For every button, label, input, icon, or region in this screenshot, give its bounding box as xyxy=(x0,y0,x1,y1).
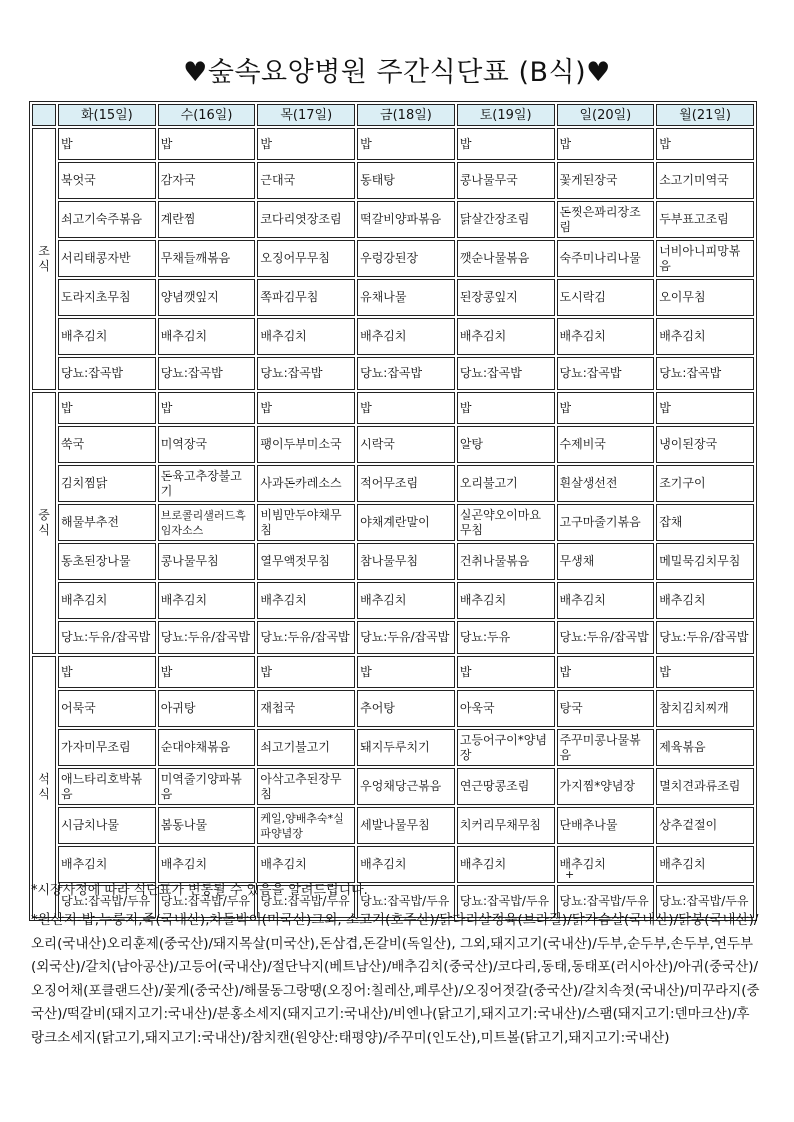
menu-cell: 당뇨:잡곡밥/두유 xyxy=(557,885,655,918)
menu-cell: 당뇨:잡곡밥 xyxy=(357,357,455,390)
menu-cell: 밥 xyxy=(257,392,355,424)
page-title: ♥숲속요양병원 주간식단표 (B식)♥ xyxy=(183,57,611,88)
menu-body xyxy=(32,128,754,918)
menu-cell: 도라지초무침 xyxy=(58,279,156,316)
menu-cell: 배추김치 xyxy=(357,846,455,883)
menu-cell: 무채들깨볶음 xyxy=(158,240,256,277)
menu-cell: 당뇨:두유/잡곡밥 xyxy=(257,621,355,654)
menu-cell: 배추김치 xyxy=(656,846,754,883)
menu-cell: 닭살간장조림 xyxy=(457,201,555,238)
menu-cell: 배추김치 xyxy=(58,582,156,619)
menu-cell: 계란찜 xyxy=(158,201,256,238)
menu-cell: 당뇨:두유/잡곡밥 xyxy=(557,621,655,654)
meal-label-char: 식 xyxy=(38,787,50,801)
meal-label-char: 조 xyxy=(38,244,50,258)
menu-cell: 단배추나물 xyxy=(557,807,655,844)
menu-cell: 추어탕 xyxy=(357,690,455,727)
menu-cell: 배추김치 xyxy=(158,582,256,619)
menu-cell: 무생채 xyxy=(557,543,655,580)
meal-row xyxy=(32,582,754,619)
menu-cell: 밥 xyxy=(158,128,256,160)
menu-cell: 재첩국 xyxy=(257,690,355,727)
menu-cell: 고구마줄기볶음 xyxy=(557,504,655,541)
meal-row xyxy=(32,465,754,502)
menu-cell: 당뇨:잡곡밥/두유 xyxy=(656,885,754,918)
menu-cell: 탕국 xyxy=(557,690,655,727)
menu-cell: 당뇨:잡곡밥 xyxy=(656,357,754,390)
menu-cell: 서리태콩자반 xyxy=(58,240,156,277)
menu-cell: 밥 xyxy=(656,392,754,424)
day-header: 월(21일) xyxy=(656,104,754,126)
meal-row xyxy=(32,357,754,390)
menu-cell: 열무액젓무침 xyxy=(257,543,355,580)
menu-cell: 잡채 xyxy=(656,504,754,541)
menu-cell: 도시락김 xyxy=(557,279,655,316)
menu-cell: 당뇨:잡곡밥 xyxy=(158,357,256,390)
menu-cell: 꽃게된장국 xyxy=(557,162,655,199)
meal-row xyxy=(32,318,754,355)
menu-cell: 고등어구이*양념장 xyxy=(457,729,555,766)
menu-cell: 배추김치 xyxy=(557,318,655,355)
header-row xyxy=(32,104,754,126)
menu-cell: 쑥국 xyxy=(58,426,156,463)
menu-cell: 당뇨:잡곡밥/두유 xyxy=(257,885,355,918)
menu-cell: 배추김치 xyxy=(357,318,455,355)
menu-cell: 메밀묵김치무침 xyxy=(656,543,754,580)
meal-row xyxy=(32,392,754,424)
menu-cell: 밥 xyxy=(158,656,256,688)
menu-cell: 밥 xyxy=(457,128,555,160)
menu-cell: 치커리무채무침 xyxy=(457,807,555,844)
menu-cell: 당뇨:두유/잡곡밥 xyxy=(58,621,156,654)
menu-cell: 숙주미나리나물 xyxy=(557,240,655,277)
menu-cell: 순대야채볶음 xyxy=(158,729,256,766)
menu-cell: 케일,양배추숙*실파양념장 xyxy=(257,807,355,844)
menu-cell: 밥 xyxy=(257,656,355,688)
menu-cell: 배추김치 xyxy=(257,318,355,355)
menu-cell: 돈육고추장불고기 xyxy=(158,465,256,502)
menu-cell: 밥 xyxy=(357,656,455,688)
menu-cell: 당뇨:잡곡밥 xyxy=(58,357,156,390)
menu-cell: 제육볶음 xyxy=(656,729,754,766)
menu-cell: 쪽파김무침 xyxy=(257,279,355,316)
menu-cell: 돈찟은꽈리장조림 xyxy=(557,201,655,238)
menu-cell: 실곤약오이마요무침 xyxy=(457,504,555,541)
menu-cell: 야채계란말이 xyxy=(357,504,455,541)
menu-cell: 밥 xyxy=(58,392,156,424)
menu-cell: 애느타리호박볶음 xyxy=(58,768,156,805)
menu-cell: 우엉채당근볶음 xyxy=(357,768,455,805)
meal-row xyxy=(32,504,754,541)
meal-row xyxy=(32,807,754,844)
meal-label-char: 중 xyxy=(38,508,50,522)
meal-label-char: 식 xyxy=(38,523,50,537)
menu-cell: 시금치나물 xyxy=(58,807,156,844)
meal-label-char: 식 xyxy=(38,259,50,273)
meal-row xyxy=(32,162,754,199)
menu-cell: 당뇨:잡곡밥 xyxy=(557,357,655,390)
menu-cell: 브로콜리샐러드흑임자소스 xyxy=(158,504,256,541)
menu-cell: 배추김치 xyxy=(58,318,156,355)
menu-cell: 콩나물무국 xyxy=(457,162,555,199)
menu-cell: 밥 xyxy=(357,128,455,160)
menu-cell: 당뇨:잡곡밥 xyxy=(457,357,555,390)
menu-cell: 미역줄기양파볶음 xyxy=(158,768,256,805)
menu-cell: 해물부추전 xyxy=(58,504,156,541)
menu-cell: 배추김치 xyxy=(357,582,455,619)
menu-cell: 당뇨:두유 xyxy=(457,621,555,654)
menu-cell: 아욱국 xyxy=(457,690,555,727)
menu-cell: 알탕 xyxy=(457,426,555,463)
menu-cell: 당뇨:잡곡밥/두유 xyxy=(158,885,256,918)
menu-cell: 흰살생선전 xyxy=(557,465,655,502)
meal-row xyxy=(32,128,754,160)
day-header: 수(16일) xyxy=(158,104,256,126)
menu-cell: 당뇨:잡곡밥 xyxy=(257,357,355,390)
menu-cell: 깻순나물볶음 xyxy=(457,240,555,277)
header-corner xyxy=(32,104,56,126)
menu-cell: 밥 xyxy=(58,128,156,160)
meal-row xyxy=(32,656,754,688)
menu-cell: 떡갈비양파볶음 xyxy=(357,201,455,238)
menu-cell: 동태탕 xyxy=(357,162,455,199)
menu-cell: 배추김치 xyxy=(457,318,555,355)
menu-cell: 콩나물무침 xyxy=(158,543,256,580)
meal-label xyxy=(32,392,56,654)
meal-label-char: 석 xyxy=(38,772,50,786)
menu-cell: 당뇨:두유/잡곡밥 xyxy=(357,621,455,654)
menu-cell: 김치찜닭 xyxy=(58,465,156,502)
menu-cell: 참나물무침 xyxy=(357,543,455,580)
menu-cell: 유채나물 xyxy=(357,279,455,316)
menu-cell: 연근땅콩조림 xyxy=(457,768,555,805)
meal-row xyxy=(32,768,754,805)
menu-cell: 아삭고추된장무침 xyxy=(257,768,355,805)
menu-cell: 당뇨:잡곡밥/두유 xyxy=(457,885,555,918)
menu-cell: 감자국 xyxy=(158,162,256,199)
meal-label xyxy=(32,128,56,390)
menu-cell: 당뇨:두유/잡곡밥 xyxy=(656,621,754,654)
menu-cell: 밥 xyxy=(557,392,655,424)
stray-mark: + xyxy=(565,868,575,881)
day-header: 화(15일) xyxy=(58,104,156,126)
day-header: 일(20일) xyxy=(557,104,655,126)
menu-cell: 가자미무조림 xyxy=(58,729,156,766)
menu-cell: 밥 xyxy=(357,392,455,424)
menu-cell: 돼지두루치기 xyxy=(357,729,455,766)
menu-cell: 사과돈카레소스 xyxy=(257,465,355,502)
menu-cell: 적어무조림 xyxy=(357,465,455,502)
day-header: 금(18일) xyxy=(357,104,455,126)
menu-cell: 배추김치 xyxy=(457,582,555,619)
meal-row xyxy=(32,279,754,316)
menu-cell: 수제비국 xyxy=(557,426,655,463)
meal-row xyxy=(32,201,754,238)
menu-cell: 냉이된장국 xyxy=(656,426,754,463)
menu-cell: 미역장국 xyxy=(158,426,256,463)
menu-cell: 배추김치 xyxy=(656,318,754,355)
menu-cell: 밥 xyxy=(457,656,555,688)
menu-cell: 당뇨:두유/잡곡밥 xyxy=(158,621,256,654)
menu-cell: 밥 xyxy=(656,656,754,688)
meal-row xyxy=(32,690,754,727)
menu-cell: 밥 xyxy=(58,656,156,688)
menu-cell: 가지찜*양념장 xyxy=(557,768,655,805)
menu-cell: 밥 xyxy=(656,128,754,160)
menu-cell: 밥 xyxy=(457,392,555,424)
menu-cell: 소고기미역국 xyxy=(656,162,754,199)
day-header: 토(19일) xyxy=(457,104,555,126)
menu-cell: 주꾸미콩나물볶음 xyxy=(557,729,655,766)
menu-cell: 봄동나물 xyxy=(158,807,256,844)
menu-cell: 코다리엿장조림 xyxy=(257,201,355,238)
menu-cell: 오리불고기 xyxy=(457,465,555,502)
menu-cell: 어묵국 xyxy=(58,690,156,727)
menu-cell: 아귀탕 xyxy=(158,690,256,727)
menu-cell: 우렁강된장 xyxy=(357,240,455,277)
menu-cell: 근대국 xyxy=(257,162,355,199)
menu-cell: 북엇국 xyxy=(58,162,156,199)
meal-row xyxy=(32,426,754,463)
menu-cell: 오징어무무침 xyxy=(257,240,355,277)
menu-cell: 두부표고조림 xyxy=(656,201,754,238)
menu-cell: 팽이두부미소국 xyxy=(257,426,355,463)
weekly-menu-table xyxy=(29,101,757,921)
menu-cell: 오이무침 xyxy=(656,279,754,316)
menu-cell: 당뇨:잡곡밥/두유 xyxy=(357,885,455,918)
menu-cell: 당뇨:잡곡밥/두유 xyxy=(58,885,156,918)
menu-cell: 밥 xyxy=(158,392,256,424)
meal-row xyxy=(32,621,754,654)
menu-cell: 배추김치 xyxy=(557,582,655,619)
menu-cell: 배추김치 xyxy=(58,846,156,883)
menu-cell: 시락국 xyxy=(357,426,455,463)
menu-cell: 상추겉절이 xyxy=(656,807,754,844)
menu-cell: 참치김치찌개 xyxy=(656,690,754,727)
menu-cell: 조기구이 xyxy=(656,465,754,502)
menu-cell: 쇠고기불고기 xyxy=(257,729,355,766)
change-notice: *시장사정에 따라 식단표가 변동될 수 있음을 알려드립니다. xyxy=(31,883,368,898)
menu-cell: 세발나물무침 xyxy=(357,807,455,844)
menu-cell: 양념깻잎지 xyxy=(158,279,256,316)
menu-cell: 밥 xyxy=(557,656,655,688)
menu-cell: 배추김치 xyxy=(656,582,754,619)
menu-cell: 배추김치 xyxy=(257,846,355,883)
menu-cell: 비빔만두야채무침 xyxy=(257,504,355,541)
menu-cell: 배추김치 xyxy=(257,582,355,619)
origin-notice: *원산지-밥,누룽지,죽(국내산),차돌박이(미국산)그외, 소고기(호주산)/닭다리살정육(브라질)/닭가슴살(국내산)/닭봉(국내산)/오리(국내산)오리훈제(중국산)/돼지목살(미국산),돈삼겹,돈갈비(독일산), 그외,돼지고기(국내산)/두부,순두부,손두부,연두부(외국산)/갈치(남아공산)/고등어(국내산)/절단낙지(베트남산)/배추김치(중국산)/코다리,동태,동태포(러시아산)/아귀(중국산)/오징어채(포클랜드산)/꽃게(중국산)/해물동그랑땡(오징어:칠레산,페루산)/오징어젓갈(중국산)/갈치속젓(국내산)/미꾸라지(중국산)/떡갈비(돼지고기:국내산)/분홍소세지(돼지고기:국내산)/비엔나(닭고기,돼지고기:국내산)/스팸(돼지고기:덴마크산)/후랑크소세지(닭고기,돼지고기:국내산)/참치캔(원양산:태평양)/주꾸미(인도산),미트볼(닭고기,돼지고기:국내산) xyxy=(31,912,760,1046)
menu-cell: 배추김치 xyxy=(457,846,555,883)
menu-cell: 멸치견과류조림 xyxy=(656,768,754,805)
day-header: 목(17일) xyxy=(257,104,355,126)
menu-cell: 된장콩잎지 xyxy=(457,279,555,316)
meal-row xyxy=(32,240,754,277)
menu-cell: 밥 xyxy=(557,128,655,160)
menu-cell: 동초된장나물 xyxy=(58,543,156,580)
menu-cell: 건취나물볶음 xyxy=(457,543,555,580)
menu-cell: 쇠고기숙주볶음 xyxy=(58,201,156,238)
menu-cell: 밥 xyxy=(257,128,355,160)
meal-row xyxy=(32,846,754,883)
menu-cell: 배추김치 xyxy=(557,846,655,883)
meal-row xyxy=(32,729,754,766)
menu-cell: 배추김치 xyxy=(158,318,256,355)
menu-cell: 너비아니피망볶음 xyxy=(656,240,754,277)
meal-row xyxy=(32,543,754,580)
menu-cell: 배추김치 xyxy=(158,846,256,883)
